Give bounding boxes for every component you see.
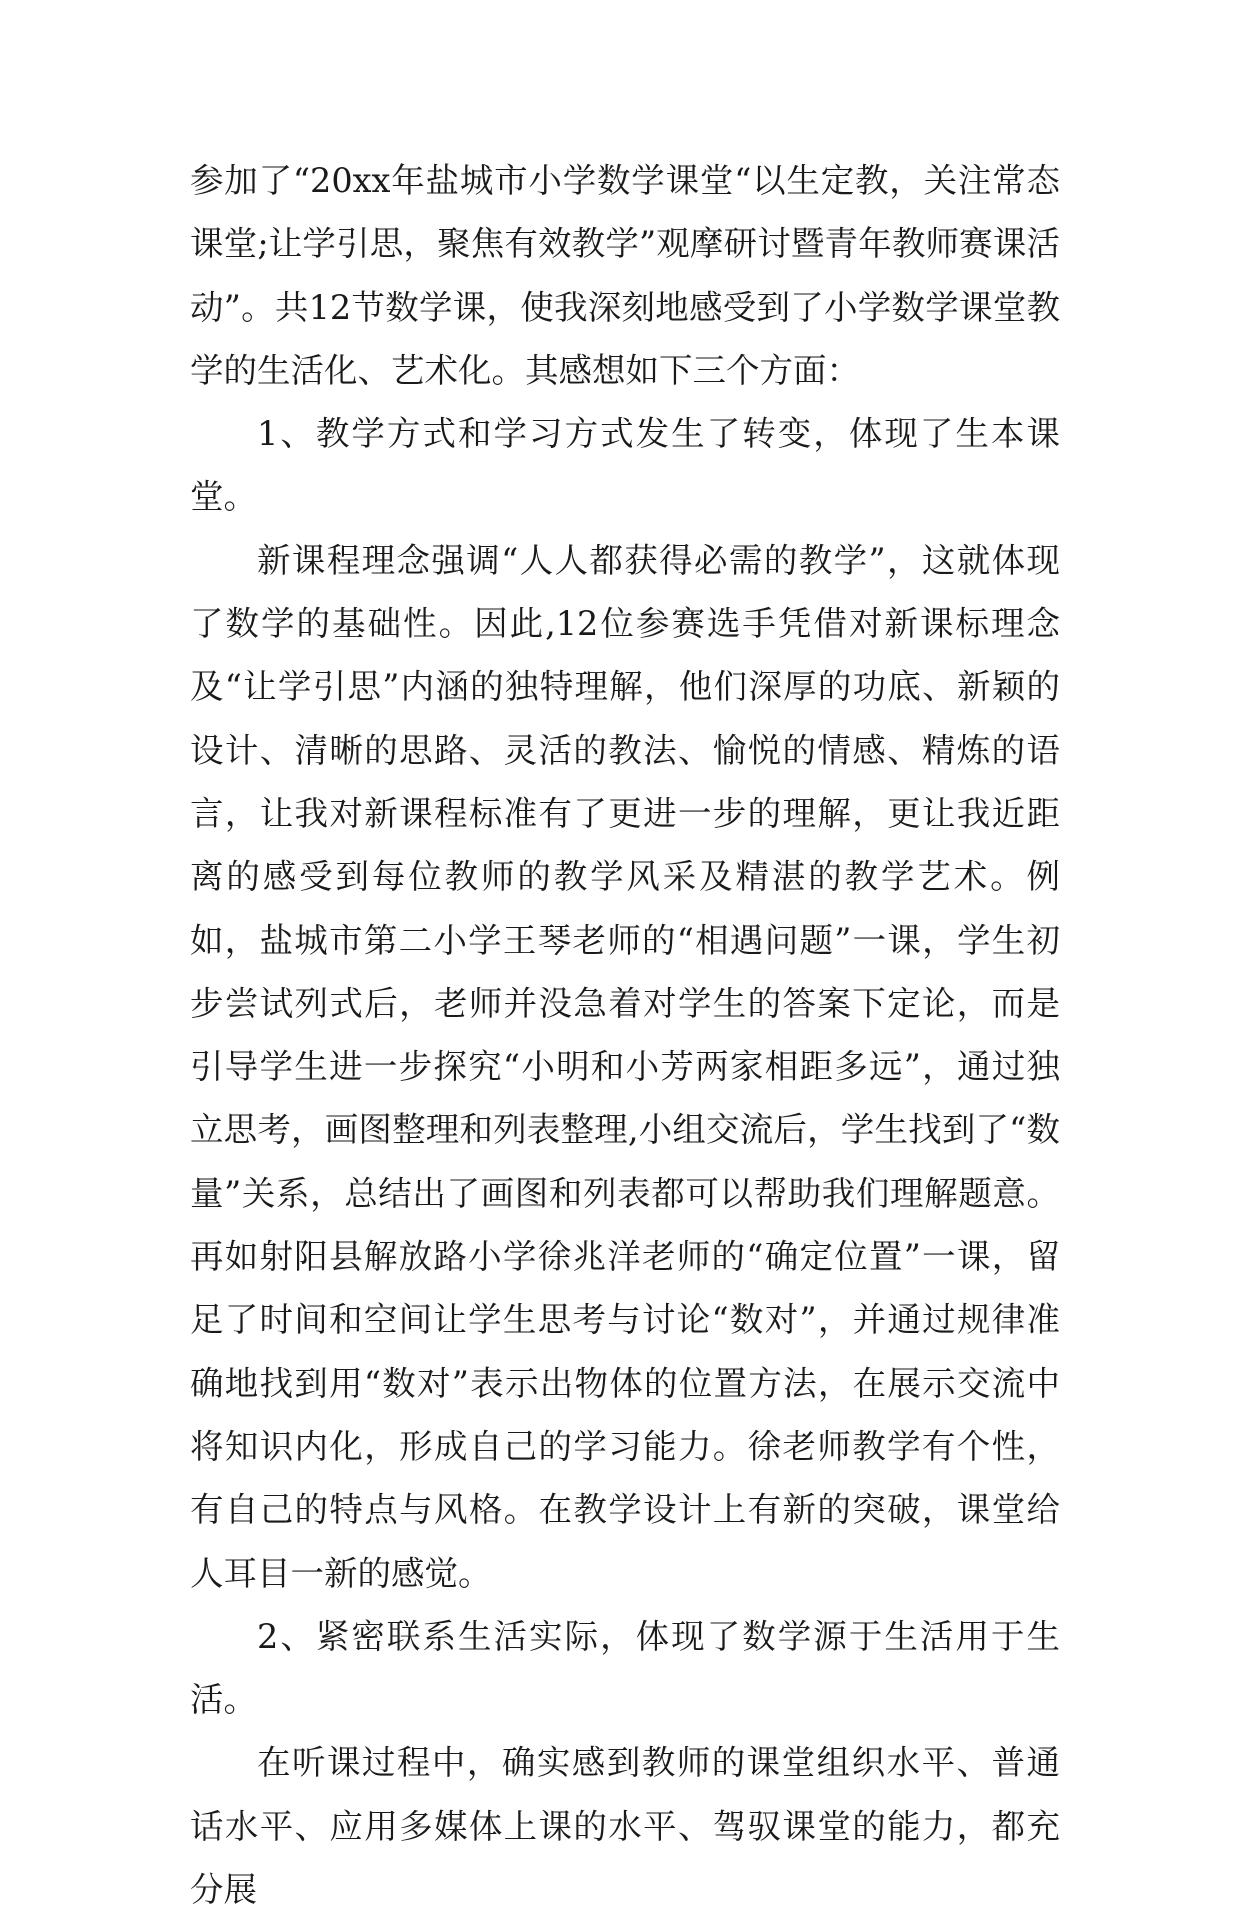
paragraph-point-2-body: 在听课过程中，确实感到教师的课堂组织水平、普通话水平、应用多媒体上课的水平、驾驭课堂的能力，都充分展	[190, 1743, 1060, 1910]
paragraph-point-1-heading: 1、教学方式和学习方式发生了转变，体现了生本课堂。	[190, 414, 1060, 517]
paragraph-intro: 参加了“20xx年盐城市小学数学课堂“以生定教，关注常态课堂;让学引思，聚焦有效教学”观摩研讨暨青年教师赛课活动”。共12节数学课，使我深刻地感受到了小学数学课堂教学的生活化、艺术化。其感想如下三个方面：	[190, 161, 1060, 390]
paragraph-point-1-body: 新课程理念强调“人人都获得必需的教学”，这就体现了数学的基础性。因此,12位参赛选手凭借对新课标理念及“让学引思”内涵的独特理解，他们深厚的功底、新颖的设计、清晰的思路、灵活的教法、愉悦的情感、精炼的语言，让我对新课程标准有了更进一步的理解，更让我近距离的感受到每位教师的教学风采及精湛的教学艺术。例如，盐城市第二小学王琴老师的“相遇问题”一课，学生初步尝试列式后，老师并没急着对学生的答案下定论，而是引导学生进一步探究“小明和小芳两家相距多远”，通过独立思考，画图整理和列表整理,小组交流后，学生找到了“数量”关系，总结出了画图和列表都可以帮助我们理解题意。再如射阳县解放路小学徐兆洋老师的“确定位置”一课，留足了时间和空间让学生思考与讨论“数对”，并通过规律准确地找到用“数对”表示出物体的位置方法，在展示交流中将知识内化，形成自己的学习能力。徐老师教学有个性，有自己的特点与风格。在教学设计上有新的突破，课堂给人耳目一新的感觉。	[190, 540, 1060, 1593]
paragraph-point-2-heading: 2、紧密联系生活实际，体现了数学源于生活用于生活。	[190, 1616, 1060, 1720]
document-body	[190, 149, 1060, 1921]
